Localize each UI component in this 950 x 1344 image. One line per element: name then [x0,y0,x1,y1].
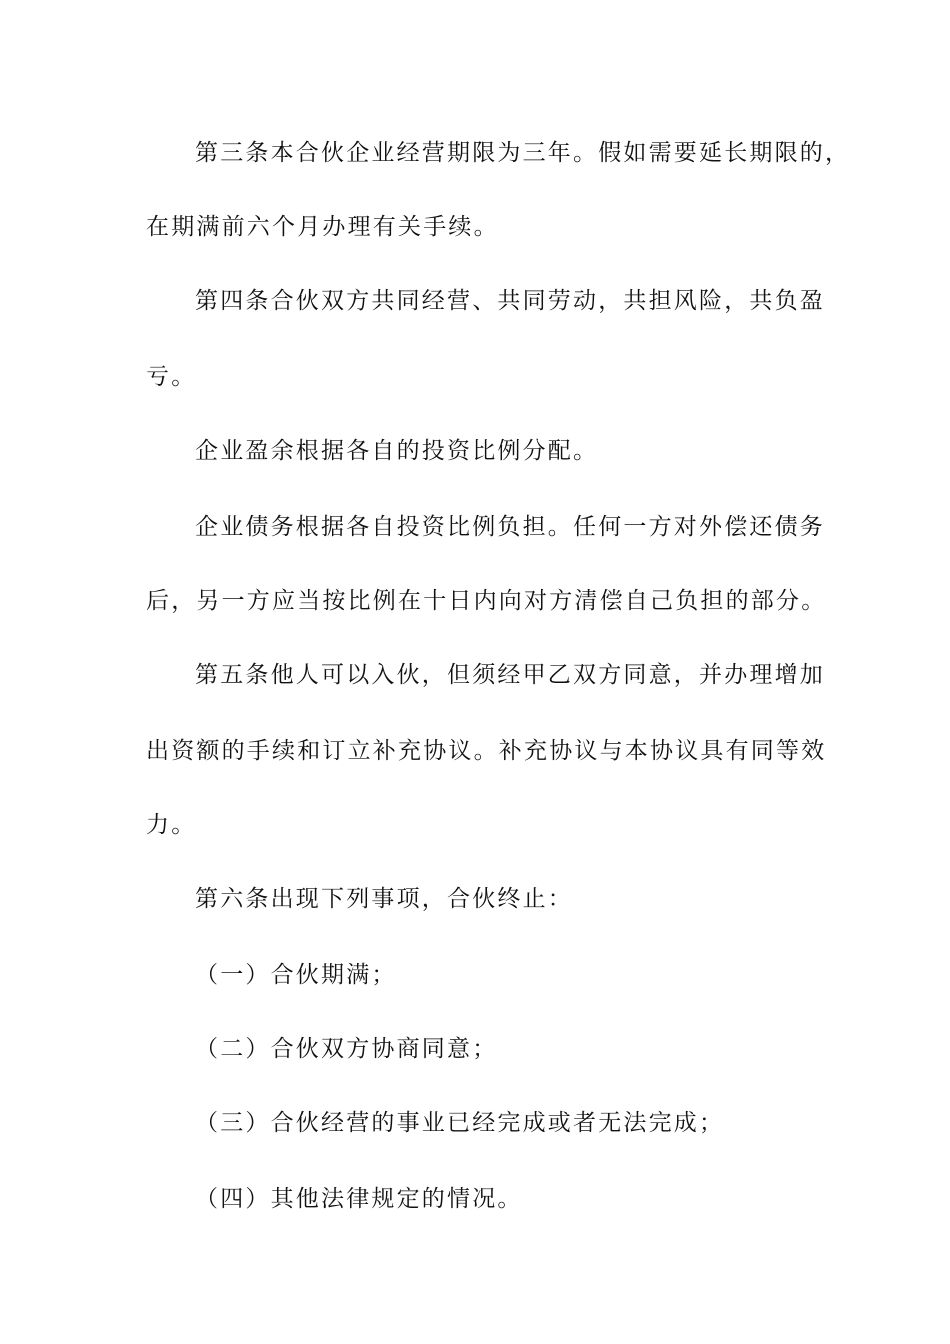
paragraph-article-5-line-1: 第五条他人可以入伙，但须经甲乙双方同意，并办理增加 [195,662,825,688]
paragraph-article-3-line-1: 第三条本合伙企业经营期限为三年。假如需要延长期限的， [195,140,851,166]
list-item-3: （三）合伙经营的事业已经完成或者无法完成； [195,1110,725,1136]
list-item-1: （一）合伙期满； [195,962,397,988]
paragraph-debt-line-1: 企业债务根据各自投资比例负担。任何一方对外偿还债务 [195,514,825,540]
paragraph-article-4-line-2: 亏。 [146,364,197,390]
paragraph-profit-distribution: 企业盈余根据各自的投资比例分配。 [195,438,599,464]
list-item-4: （四）其他法律规定的情况。 [195,1186,523,1212]
paragraph-article-4-line-1: 第四条合伙双方共同经营、共同劳动，共担风险，共负盈 [195,288,825,314]
paragraph-article-5-line-2: 出资额的手续和订立补充协议。补充协议与本协议具有同等效 [146,738,827,764]
paragraph-article-5-line-3: 力。 [146,812,197,838]
paragraph-article-6: 第六条出现下列事项，合伙终止： [195,886,573,912]
paragraph-article-3-line-2: 在期满前六个月办理有关手续。 [146,214,499,240]
list-item-2: （二）合伙双方协商同意； [195,1036,498,1062]
paragraph-debt-line-2: 后，另一方应当按比例在十日内向对方清偿自己负担的部分。 [146,588,827,614]
